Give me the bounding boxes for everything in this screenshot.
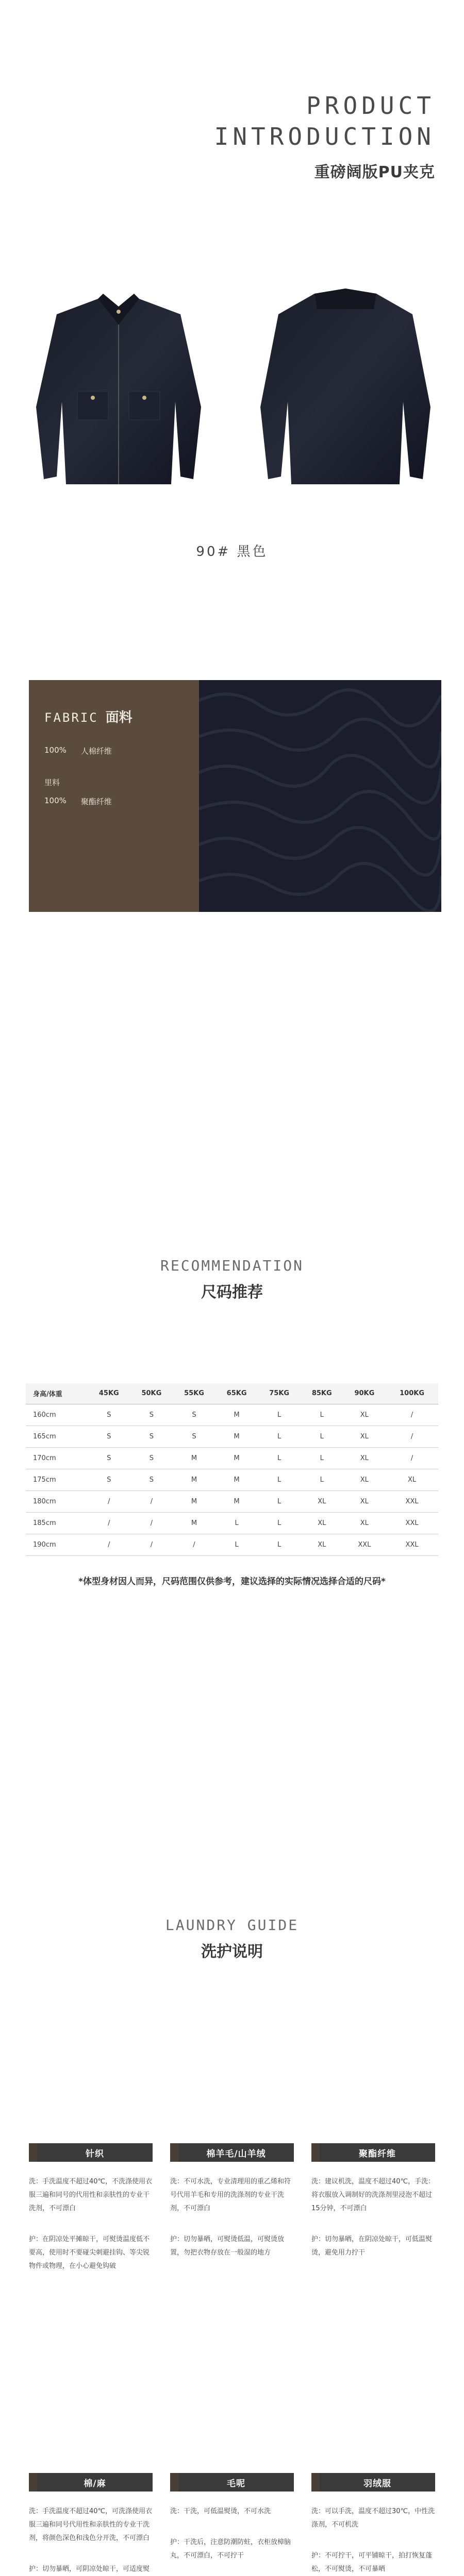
size-table-cell: S (173, 1426, 216, 1447)
care-tag-accent (311, 2473, 320, 2492)
laundry-title-cn: 洗护说明 (201, 1943, 263, 1961)
fabric-swatch-image (199, 680, 441, 912)
size-table-header-cell: 65KG (216, 1383, 258, 1404)
recommendation-header (0, 1257, 464, 1302)
size-table-cell: XXL (343, 1534, 386, 1555)
size-table-cell: 160cm (26, 1404, 88, 1426)
size-table-cell: L (301, 1426, 343, 1447)
size-table-cell: 165cm (26, 1426, 88, 1447)
size-table-header-cell: 90KG (343, 1383, 386, 1404)
size-table-cell: L (216, 1512, 258, 1534)
care-instructions (311, 2505, 435, 2576)
size-table-cell: S (88, 1447, 130, 1469)
size-table (26, 1383, 438, 1556)
size-table-cell: XL (301, 1512, 343, 1534)
size-table-cell: XL (301, 1490, 343, 1512)
size-table-cell: L (258, 1469, 301, 1490)
size-table-cell: M (216, 1469, 258, 1490)
size-table-header-cell: 100KG (386, 1383, 438, 1404)
size-table-cell: / (386, 1447, 438, 1469)
care-instructions (29, 2175, 153, 2273)
size-table-cell: 170cm (26, 1447, 88, 1469)
care-item (29, 2473, 153, 2576)
care-tag-label: 毛呢 (178, 2473, 294, 2492)
care-wash-text: 洗：手洗温度不超过40℃，可洗涤使用衣服三遍和同号代用性和亲肤性的专业干洗剂，将颜色深色和浅色分开洗，不可漂白 (29, 2507, 153, 2542)
size-table-cell: XL (343, 1404, 386, 1426)
size-table-cell: XXL (386, 1534, 438, 1555)
lining-percent: 100% (44, 796, 67, 805)
size-table-row (26, 1404, 438, 1426)
care-tag-accent (311, 2143, 320, 2162)
care-maintain-text: 护：切勿暴晒，可熨烫低温，可熨烫放置，勿把衣物存放在一般湿的地方 (170, 2235, 285, 2257)
size-table-header-cell: 50KG (130, 1383, 173, 1404)
size-table-cell: M (173, 1447, 216, 1469)
size-table-cell: / (386, 1426, 438, 1447)
size-table-cell: XL (386, 1469, 438, 1490)
size-table-cell: 180cm (26, 1490, 88, 1512)
product-photo-back (253, 278, 438, 505)
size-table-cell: / (88, 1490, 130, 1512)
care-item (311, 2473, 435, 2576)
care-tag (29, 2143, 153, 2162)
size-table-cell: XL (301, 1534, 343, 1555)
size-table-cell: 190cm (26, 1534, 88, 1555)
size-table-cell: M (216, 1404, 258, 1426)
size-table-cell: L (301, 1447, 343, 1469)
care-maintain-text: 护：干洗后，注意防潮防蛀，衣柜放樟脑丸，不可漂白，不可拧干 (170, 2538, 291, 2560)
care-tag (29, 2473, 153, 2492)
care-tag (170, 2473, 294, 2492)
size-table-cell: / (173, 1534, 216, 1555)
shell-percent: 100% (44, 745, 67, 755)
care-tag-accent (170, 2143, 178, 2162)
size-table-cell: XL (343, 1512, 386, 1534)
size-table-cell: M (216, 1426, 258, 1447)
size-table-cell: L (258, 1512, 301, 1534)
size-table-cell: M (173, 1469, 216, 1490)
size-table-cell: L (258, 1404, 301, 1426)
care-wash-text: 洗：不可水洗，专业清理用的重乙烯和符号代用羊毛和专用的洗涤剂的专业干洗剂，不可漂白 (170, 2178, 291, 2212)
laundry-header (0, 1917, 464, 1961)
care-tag (311, 2143, 435, 2162)
size-table-cell: L (258, 1490, 301, 1512)
size-table-cell: XL (343, 1469, 386, 1490)
size-table-cell: XL (343, 1490, 386, 1512)
care-instructions (311, 2175, 435, 2260)
size-table-row (26, 1447, 438, 1469)
care-maintain-text: 护：不可拧干，可平铺晾干，拍打恢复蓬松，不可熨烫，不可暴晒 (311, 2552, 433, 2573)
care-instructions (170, 2505, 294, 2563)
size-table-cell: / (130, 1512, 173, 1534)
size-table-cell: 175cm (26, 1469, 88, 1490)
care-item (170, 2143, 294, 2277)
size-table-cell: L (258, 1447, 301, 1469)
size-table-cell: / (130, 1490, 173, 1512)
intro-title-line1: PRODUCT (306, 92, 435, 120)
size-table-cell: S (130, 1426, 173, 1447)
size-table-cell: S (130, 1447, 173, 1469)
size-table-cell: M (216, 1490, 258, 1512)
size-table-header-cell: 55KG (173, 1383, 216, 1404)
size-table-header-cell: 75KG (258, 1383, 301, 1404)
size-table-cell: / (130, 1534, 173, 1555)
size-table-header-cell: 45KG (88, 1383, 130, 1404)
size-table-cell: XL (343, 1426, 386, 1447)
size-table-row (26, 1426, 438, 1447)
size-table-cell: L (258, 1534, 301, 1555)
care-wash-text: 洗：手洗温度不超过40℃，不洗涤使用衣服三遍和同号的代用性和亲肤性的专业干洗剂，不可漂白 (29, 2178, 153, 2212)
care-tag-label: 棉/麻 (37, 2473, 153, 2492)
size-table-header-cell: 身高/体重 (26, 1383, 88, 1404)
lining-label: 里料 (44, 778, 60, 787)
care-item (311, 2143, 435, 2277)
care-wash-text: 洗：干洗，可低温熨烫，不可水洗 (170, 2507, 271, 2515)
size-table-cell: M (173, 1512, 216, 1534)
intro-title-line2: INTRODUCTION (214, 123, 435, 150)
size-note: *体型身材因人而异，尺码范围仅供参考，建议选择的实际情况选择合适的尺码* (78, 1577, 386, 1587)
size-table-row (26, 1534, 438, 1555)
size-table-cell: S (88, 1469, 130, 1490)
size-table-row (26, 1512, 438, 1534)
product-name: 重磅阔版PU夹克 (314, 163, 435, 181)
shell-material: 人棉纤维 (80, 747, 112, 756)
size-table-cell: L (301, 1404, 343, 1426)
fabric-block (29, 680, 441, 912)
intro-header (214, 90, 435, 182)
size-table-cell: XL (343, 1447, 386, 1469)
care-instructions (29, 2505, 153, 2576)
care-tag-accent (29, 2473, 37, 2492)
care-tag-accent (29, 2143, 37, 2162)
care-tag-label: 棉羊毛/山羊绒 (178, 2143, 294, 2162)
care-tag-label: 羽绒服 (320, 2473, 435, 2492)
size-table-cell: S (130, 1469, 173, 1490)
size-table-cell: M (216, 1447, 258, 1469)
size-table-cell: XXL (386, 1490, 438, 1512)
care-tag-label: 聚酯纤维 (320, 2143, 435, 2162)
size-table-header (26, 1383, 438, 1404)
care-item (29, 2143, 153, 2291)
care-instructions (170, 2175, 294, 2260)
care-wash-text: 洗：建议机洗，温度不超过40℃，手洗：将衣服放入调制好的洗涤剂里浸泡不超过15分钟，不可漂白 (311, 2178, 435, 2212)
product-photo-front (26, 278, 211, 505)
care-wash-text: 洗：可以手洗，温度不超过30℃，中性洗涤剂，不可机洗 (311, 2507, 435, 2529)
size-table-cell: S (88, 1426, 130, 1447)
size-table-cell: S (173, 1404, 216, 1426)
size-table-header-cell: 85KG (301, 1383, 343, 1404)
size-table-cell: / (88, 1534, 130, 1555)
size-table-cell: L (258, 1426, 301, 1447)
size-table-row (26, 1490, 438, 1512)
size-table-cell: / (386, 1404, 438, 1426)
lining-material: 聚酯纤维 (80, 797, 112, 806)
care-maintain-text: 护：切勿暴晒，在阴凉处晾干，可低温熨烫，避免用力拧干 (311, 2235, 433, 2257)
size-table-cell: L (301, 1469, 343, 1490)
fabric-title-cn: 面料 (105, 710, 132, 725)
care-item (170, 2473, 294, 2576)
size-table-cell: 185cm (26, 1512, 88, 1534)
size-table-cell: S (88, 1404, 130, 1426)
size-table-cell: XXL (386, 1512, 438, 1534)
fabric-panel (29, 680, 199, 912)
care-maintain-text: 护：在阴凉处平摊晾干，可熨烫温度低不要高，使用时不要碰尖刺避挂钩、等尖锐物件或物理，在小心避免钩破 (29, 2235, 150, 2270)
size-table-cell: / (88, 1512, 130, 1534)
size-table-cell: M (173, 1490, 216, 1512)
recommendation-title-en: RECOMMENDATION (160, 1257, 304, 1274)
care-tag (170, 2143, 294, 2162)
care-tag-accent (170, 2473, 178, 2492)
care-maintain-text: 护：切勿暴晒，可阴凉处晾干，可适度熨 (29, 2565, 150, 2573)
fabric-title-en: FABRIC (44, 710, 98, 725)
care-tag (311, 2473, 435, 2492)
color-label: 90# 黑色 (196, 544, 268, 560)
size-table-row (26, 1469, 438, 1490)
size-table-cell: S (130, 1404, 173, 1426)
laundry-title-en: LAUNDRY GUIDE (165, 1917, 299, 1934)
recommendation-title-cn: 尺码推荐 (201, 1283, 263, 1301)
care-tag-label: 针织 (37, 2143, 153, 2162)
size-table-cell: L (216, 1534, 258, 1555)
